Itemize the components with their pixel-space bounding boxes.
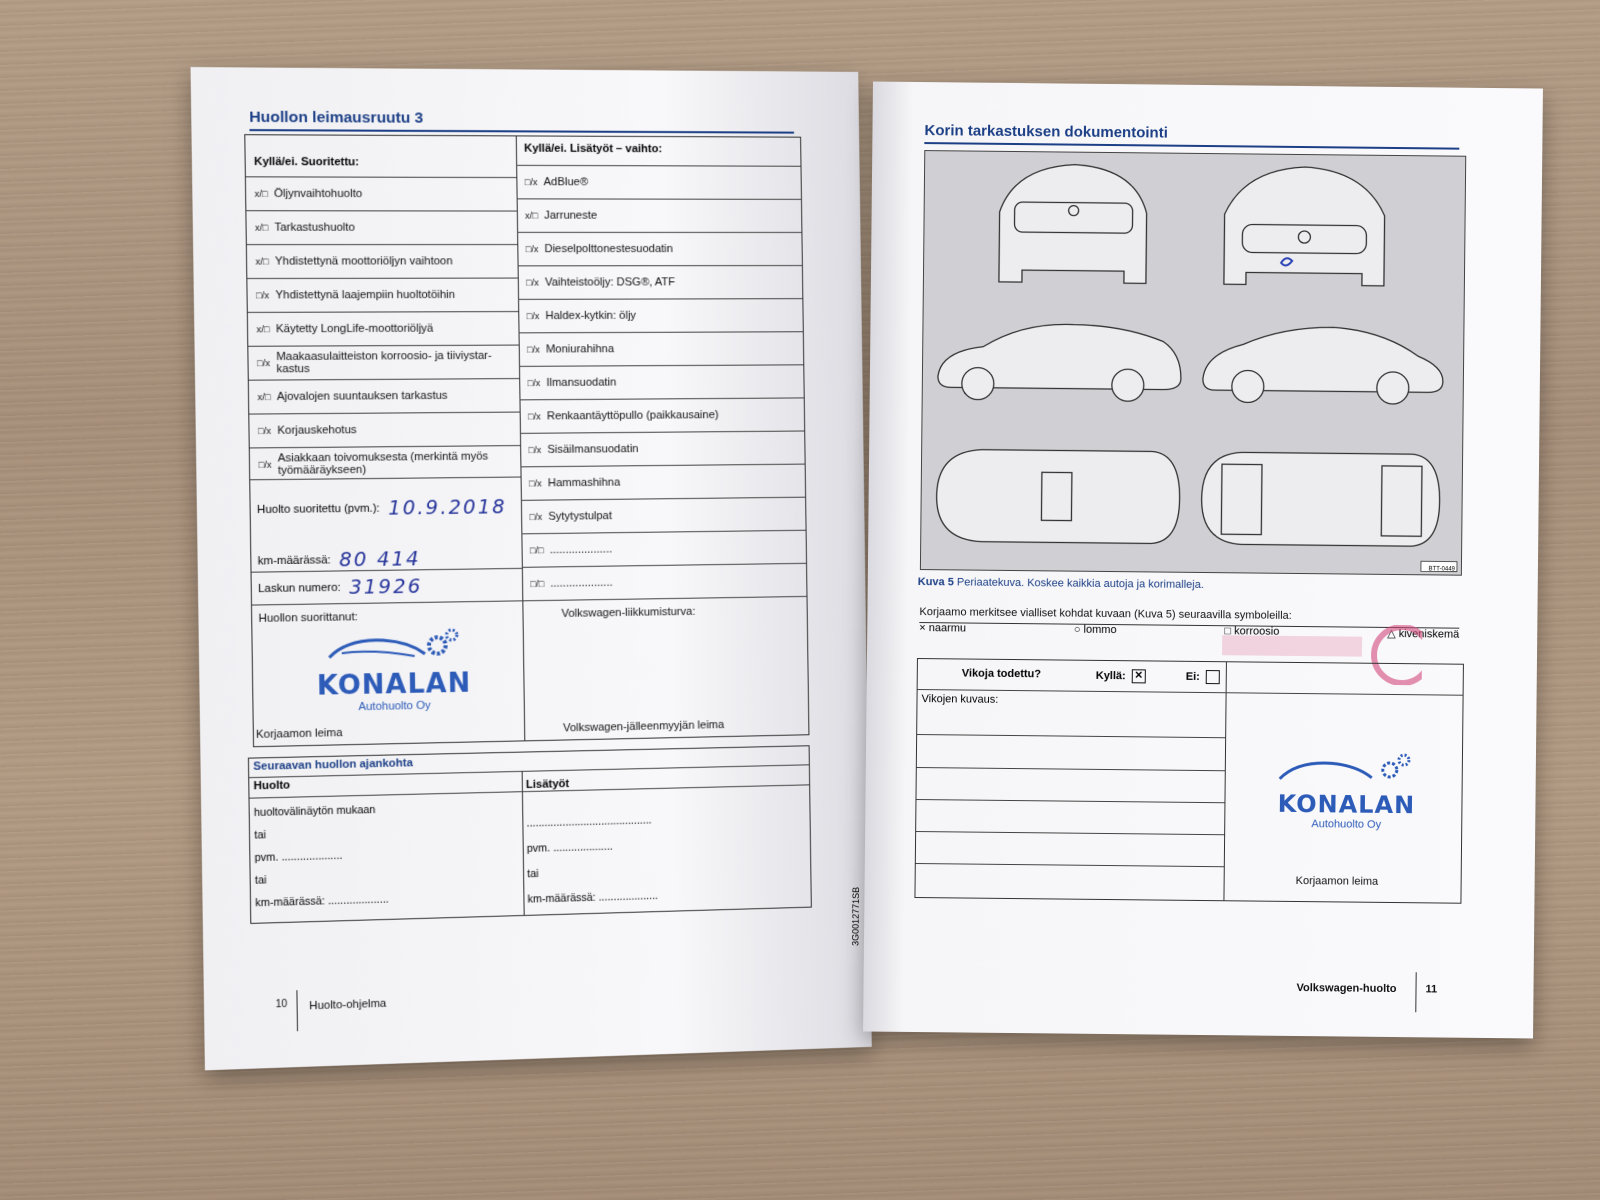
next-service-line: huoltovälinäytön mukaan: [253, 803, 376, 820]
stamp-logo-sub-right: Autohuolto Oy: [1311, 818, 1382, 831]
stamp-logo-text-right: KONALAN: [1277, 789, 1416, 820]
extra-work-item-label: Dieselpolttonestesuodatin: [544, 243, 674, 256]
service-grid: [244, 134, 809, 747]
checkbox-pair-icon[interactable]: □/□: [529, 545, 544, 556]
car-diagram: [920, 150, 1466, 576]
extra-work-item-row: [517, 198, 802, 232]
no-checkbox-icon[interactable]: [1206, 670, 1220, 684]
done-label: Huolto suoritettu (pvm.):: [256, 502, 380, 517]
checkbox-pair-icon[interactable]: □/x: [526, 310, 540, 322]
checkbox-pair-icon[interactable]: □/x: [527, 411, 541, 422]
yes-checkbox-checked-icon[interactable]: ✕: [1132, 669, 1146, 683]
figure-caption: [918, 576, 1204, 591]
done-value: 10.9.2018: [387, 495, 507, 520]
stamp-label-right: Korjaamon leima: [1295, 874, 1379, 888]
next-title: Seuraavan huollon ajankohta: [253, 757, 413, 773]
checkbox-pair-icon[interactable]: □/x: [258, 459, 272, 470]
extra-work-item-row: [520, 430, 805, 466]
page-number-right: 11: [1425, 983, 1438, 996]
defects-question: Vikoja todettu?: [961, 667, 1042, 681]
car-gear-icon: [321, 625, 467, 666]
checkbox-pair-icon[interactable]: x/□: [255, 256, 269, 267]
extra-work-item-row: [521, 497, 806, 534]
checkbox-pair-icon[interactable]: □/x: [528, 444, 542, 456]
checkbox-pair-icon[interactable]: □/□: [530, 578, 545, 590]
title-rule-right: [924, 142, 1459, 150]
extra-work-item-label: Vaihteistoöljy: DSG®, ATF: [544, 276, 676, 289]
service-item-label: Maakaasulaitteiston korroosio- ja tiiviystar-kastus: [276, 349, 492, 376]
desc-line-1: [917, 734, 1225, 738]
desc-line-2: [917, 767, 1225, 771]
extra-work-item-label: Ilmansuodatin: [546, 376, 617, 390]
service-item-label: Asiakkaan toivomuksesta (merkintä myös työmääräykseen): [277, 450, 489, 477]
defects-header-rule: [918, 689, 1463, 696]
extra-work-item-label: Sisäilmansuodatin: [547, 442, 639, 456]
right-page: [850, 82, 1543, 1039]
desc-line-4: [916, 831, 1224, 835]
instruction-text: Korjaamo merkitsee vialliset kohdat kuvaan (Kuva 5) seuraavilla symboleilla:: [919, 606, 1292, 622]
extra-work-item-row: [519, 331, 804, 366]
extra-work-item-row: [516, 165, 801, 199]
yes-label: Kyllä:: [1095, 669, 1126, 683]
km-label: km-määrässä:: [257, 554, 331, 568]
col2-header: Kyllä/ei. Lisätyöt – vaihto:: [524, 142, 663, 156]
service-item-label: Yhdistettynä laajempiin huoltotöihin: [275, 288, 456, 302]
page-number: 10: [275, 998, 288, 1011]
title-rule: [249, 129, 794, 134]
checkbox-pair-icon[interactable]: x/□: [256, 324, 270, 335]
checkbox-pair-icon[interactable]: □/x: [257, 425, 272, 437]
extra-work-item-row: [522, 563, 807, 601]
page-title: Huollon leimausruutu 3: [249, 108, 424, 127]
service-item-row: [248, 311, 519, 346]
symbol-legend-item: ○ lommo: [1073, 623, 1117, 637]
checkbox-pair-icon[interactable]: □/x: [528, 478, 542, 489]
service-item-label: Ajovalojen suuntauksen tarkastus: [276, 389, 448, 404]
symbol-legend-item: × naarmu: [919, 622, 967, 635]
service-item-label: Korjauskehotus: [277, 424, 357, 437]
service-item-label: Yhdistettynä moottoriöljyn vaihtoon: [274, 255, 453, 268]
service-item-row: [246, 176, 517, 210]
konalan-stamp-right: [1266, 751, 1427, 832]
konalan-stamp: [315, 625, 472, 715]
car-outlines-figure: [921, 151, 1465, 575]
checkbox-pair-icon[interactable]: □/x: [524, 177, 538, 188]
service-item-label: Öljynvaihtohuolto: [273, 187, 363, 201]
extra-work-line: ..........................................: [526, 814, 652, 830]
next-service-line: tai: [254, 874, 267, 887]
extra-work-item-row: [518, 265, 803, 299]
extra-work-item-row: [519, 364, 804, 399]
stamp-logo-text: KONALAN: [316, 668, 472, 702]
done-block: [250, 477, 522, 573]
checkbox-pair-icon[interactable]: x/□: [257, 391, 271, 403]
next-col-divider: [522, 771, 525, 915]
checkbox-pair-icon[interactable]: □/x: [256, 357, 271, 369]
desc-line-3: [916, 799, 1224, 803]
next-col1-lines: [254, 798, 389, 914]
service-item-row: [249, 412, 520, 448]
extra-work-item-label: Sytytystulpat: [548, 509, 613, 523]
footer-divider: [296, 990, 298, 1031]
invoice-row: [252, 568, 523, 605]
service-item-row: [246, 210, 517, 244]
invoice-label: Laskun numero:: [258, 581, 341, 595]
extra-work-item-label: Moniurahihna: [545, 343, 615, 356]
extra-work-item-label: Haldex-kytkin: öljy: [545, 309, 637, 323]
extra-work-item-label: AdBlue®: [543, 176, 589, 189]
service-item-row: [248, 345, 519, 380]
defects-divider: [1223, 662, 1226, 900]
col2-list: [516, 165, 800, 590]
checkbox-pair-icon[interactable]: x/□: [525, 210, 538, 221]
checkbox-pair-icon[interactable]: □/x: [529, 511, 543, 523]
symbol-legend-item: □ korroosio: [1224, 625, 1280, 638]
col1-list: [246, 176, 516, 477]
service-item-label: Tarkastushuolto: [274, 221, 356, 234]
next-service-line: km-määrässä: ....................: [255, 893, 389, 910]
next-col1: Huolto: [253, 779, 291, 793]
extra-work-item-row: [518, 298, 803, 332]
left-page: [191, 67, 872, 1070]
next-col2-lines: [526, 808, 658, 913]
checkbox-pair-icon[interactable]: x/□: [254, 222, 269, 233]
section-label-right: Volkswagen-huolto: [1296, 982, 1397, 996]
checkbox-pair-icon[interactable]: □/x: [255, 290, 270, 301]
next-service-line: tai: [254, 829, 267, 842]
car-gear-icon-right: [1272, 751, 1422, 787]
dealer-stamp-label: Volkswagen-jälleenmyyjän leima: [563, 718, 725, 735]
checkbox-pair-icon[interactable]: □/x: [527, 377, 541, 389]
extra-work-item-row: [519, 397, 804, 432]
checkbox-pair-icon[interactable]: □/x: [525, 277, 539, 288]
desc-line-5: [916, 863, 1224, 867]
section-label: Huolto-ohjelma: [309, 997, 387, 1013]
extra-work-item-label: Renkaantäyttöpullo (paikkausaine): [546, 409, 719, 423]
symbol-legend-item: △ kiveniskemä: [1387, 627, 1460, 641]
service-item-label: Käytetty LongLife-moottoriöljyä: [275, 322, 434, 336]
stamp-logo-sub: Autohuolto Oy: [358, 699, 431, 714]
service-item-row: [247, 278, 518, 312]
no-option[interactable]: [1186, 670, 1220, 684]
next-service-box: [248, 745, 812, 924]
page-title-right: Korin tarkastuksen dokumentointi: [924, 122, 1168, 142]
next-col2: Lisätyöt: [525, 777, 570, 792]
extra-work-item-label: Hammashihna: [547, 476, 621, 490]
yes-option[interactable]: [1096, 669, 1146, 684]
extra-work-item-row: [520, 464, 805, 500]
invoice-value: 31926: [348, 574, 423, 599]
extra-work-line: tai: [527, 867, 539, 881]
service-item-row: [250, 445, 521, 481]
extra-work-item-label: Jarruneste: [543, 209, 598, 222]
checkbox-pair-icon[interactable]: x/□: [254, 188, 268, 199]
workshop-stamp-label: Korjaamon leima: [255, 726, 343, 742]
vw-mobility-label: Volkswagen-liikkumisturva:: [561, 605, 696, 620]
checkbox-pair-icon[interactable]: □/x: [525, 244, 539, 255]
figure-code: BTT-0449: [1428, 566, 1455, 573]
side-code: 3G0012771SB: [850, 886, 862, 946]
no-label: Ei:: [1185, 670, 1200, 683]
extra-work-item-label: ....................: [549, 543, 613, 557]
extra-work-item-row: [521, 530, 806, 567]
performed-label: Huollon suorittanut:: [258, 611, 358, 625]
next-service-line: pvm. ....................: [254, 849, 343, 865]
footer-divider-right: [1415, 972, 1416, 1012]
defects-box: [914, 658, 1463, 904]
caption-label: Kuva 5: [917, 576, 954, 589]
caption-text: Periaatekuva. Koskee kaikkia autoja ja korimalleja.: [956, 576, 1204, 592]
defects-desc-label: Vikojen kuvaus:: [921, 693, 999, 706]
extra-work-line: km-määrässä: ....................: [527, 889, 659, 906]
col1-header: Kyllä/ei. Suoritettu:: [254, 155, 360, 169]
extra-work-line: pvm. ....................: [526, 840, 613, 855]
extra-work-item-row: [517, 232, 802, 266]
extra-work-item-label: ....................: [550, 576, 613, 590]
checkbox-pair-icon[interactable]: □/x: [526, 344, 540, 355]
service-item-row: [249, 378, 520, 414]
service-item-row: [247, 244, 518, 278]
km-value: 80 414: [338, 547, 421, 572]
